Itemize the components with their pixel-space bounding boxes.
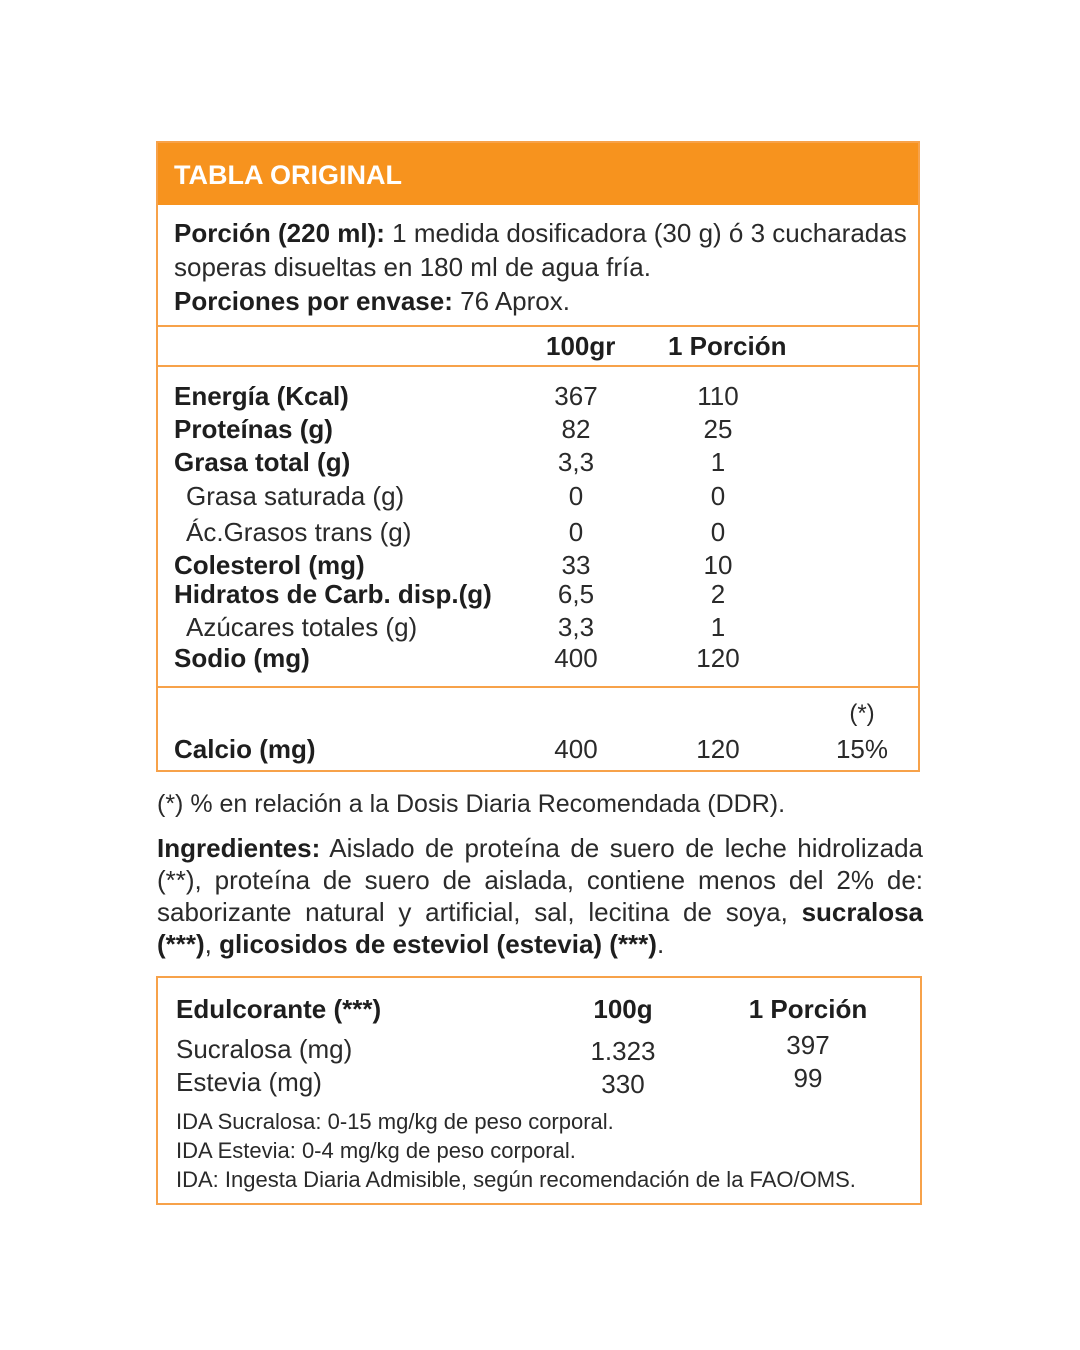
row-value-portion: 120 <box>696 734 740 764</box>
row-label: Hidratos de Carb. disp.(g) <box>174 579 492 609</box>
row-label: Grasa saturada (g) <box>186 481 405 511</box>
sweetener-header-100: 100g <box>593 994 653 1024</box>
row-label: Ác.Grasos trans (g) <box>186 517 412 547</box>
row-value-100: 82 <box>561 414 591 444</box>
portion-label: Porción (220 ml): <box>174 218 385 248</box>
ingredients-sucralosa: sucralosa (***) <box>157 897 923 959</box>
divider <box>158 325 918 327</box>
row-value-100: 3,3 <box>557 612 595 642</box>
sweetener-label: Estevia (mg) <box>176 1067 322 1097</box>
sweetener-label: Sucralosa (mg) <box>176 1034 353 1064</box>
row-value-100: 400 <box>554 734 598 764</box>
row-label: Sodio (mg) <box>174 643 310 673</box>
sweetener-value-100: 1.323 <box>590 1036 656 1066</box>
row-value-portion: 1 <box>710 612 726 642</box>
table-row <box>158 643 918 675</box>
table-row <box>158 579 918 611</box>
ingredients-separator: , <box>204 929 212 959</box>
divider <box>158 686 918 688</box>
ida-note: IDA Sucralosa: 0-15 mg/kg de peso corporal. <box>176 1109 614 1134</box>
table-row-calcio <box>158 734 918 766</box>
table-row <box>158 414 918 446</box>
sweetener-value-portion: 99 <box>793 1063 823 1093</box>
servings-value: 76 Aprox. <box>460 286 570 316</box>
row-label: Energía (Kcal) <box>174 381 349 411</box>
row-label: Grasa total (g) <box>174 447 351 477</box>
row-value-100: 0 <box>568 517 584 547</box>
table-title: TABLA ORIGINAL <box>174 160 402 190</box>
row-label: Calcio (mg) <box>174 734 316 764</box>
row-value-portion: 10 <box>703 550 733 580</box>
sweetener-header-label: Edulcorante (***) <box>176 994 382 1024</box>
sweetener-value-portion: 397 <box>786 1030 830 1060</box>
row-value-portion: 0 <box>710 517 726 547</box>
row-value-portion: 110 <box>697 381 739 411</box>
ingredients-label: Ingredientes: <box>157 833 321 863</box>
row-value-100: 3,3 <box>557 447 595 477</box>
ingredients-estevia: glicosidos de esteviol (estevia) (***) <box>219 929 657 959</box>
ida-note: IDA: Ingesta Diaria Admisible, según recomendación de la FAO/OMS. <box>176 1167 856 1192</box>
table-header <box>158 143 918 205</box>
ingredients-body: Aislado de proteína de suero de leche hidrolizada (**), proteína de suero de aislada, contiene menos del 2% de: saborizante natural y artificial, sal, lecitina de soya, <box>157 833 923 927</box>
sweetener-value-100: 330 <box>601 1069 645 1099</box>
ingredients-end: . <box>656 929 665 959</box>
portion-text: 1 medida dosificadora (30 g) ó 3 cucharadas soperas disueltas en 180 ml de agua fría. <box>174 218 907 282</box>
table-row <box>158 550 918 582</box>
sweetener-header <box>158 994 920 1026</box>
row-value-portion: 1 <box>710 447 726 477</box>
table-row <box>158 381 918 413</box>
row-value-100: 0 <box>568 481 584 511</box>
table-row <box>158 612 918 644</box>
table-row <box>158 447 918 479</box>
row-value-portion: 2 <box>710 579 726 609</box>
ddr-mark: (*) <box>849 700 875 727</box>
nutrition-table <box>156 141 920 772</box>
servings-label: Porciones por envase: <box>174 286 453 316</box>
ddr-footnote: (*) % en relación a la Dosis Diaria Recomendada (DDR). <box>157 790 786 818</box>
table-row <box>158 1030 920 1066</box>
row-value-portion: 0 <box>710 481 726 511</box>
column-header-portion: 1 Porción <box>668 331 787 361</box>
column-header-100gr: 100gr <box>546 331 616 361</box>
sweetener-table <box>156 976 922 1205</box>
sweetener-header-portion: 1 Porción <box>748 994 868 1024</box>
ingredients-text <box>157 832 923 960</box>
divider <box>158 365 918 367</box>
table-row <box>158 517 918 549</box>
row-value-100: 6,5 <box>557 579 595 609</box>
table-row <box>158 481 918 513</box>
row-value-ddr: 15% <box>835 734 889 764</box>
portion-info <box>174 216 914 318</box>
row-label: Azúcares totales (g) <box>186 612 418 642</box>
row-value-100: 33 <box>561 550 591 580</box>
row-value-portion: 120 <box>696 643 740 673</box>
row-value-portion: 25 <box>703 414 733 444</box>
ida-note: IDA Estevia: 0-4 mg/kg de peso corporal. <box>176 1138 576 1163</box>
row-label: Proteínas (g) <box>174 414 333 444</box>
table-row <box>158 1063 920 1099</box>
row-value-100: 367 <box>554 381 598 411</box>
row-label: Colesterol (mg) <box>174 550 365 580</box>
row-value-100: 400 <box>554 643 598 673</box>
